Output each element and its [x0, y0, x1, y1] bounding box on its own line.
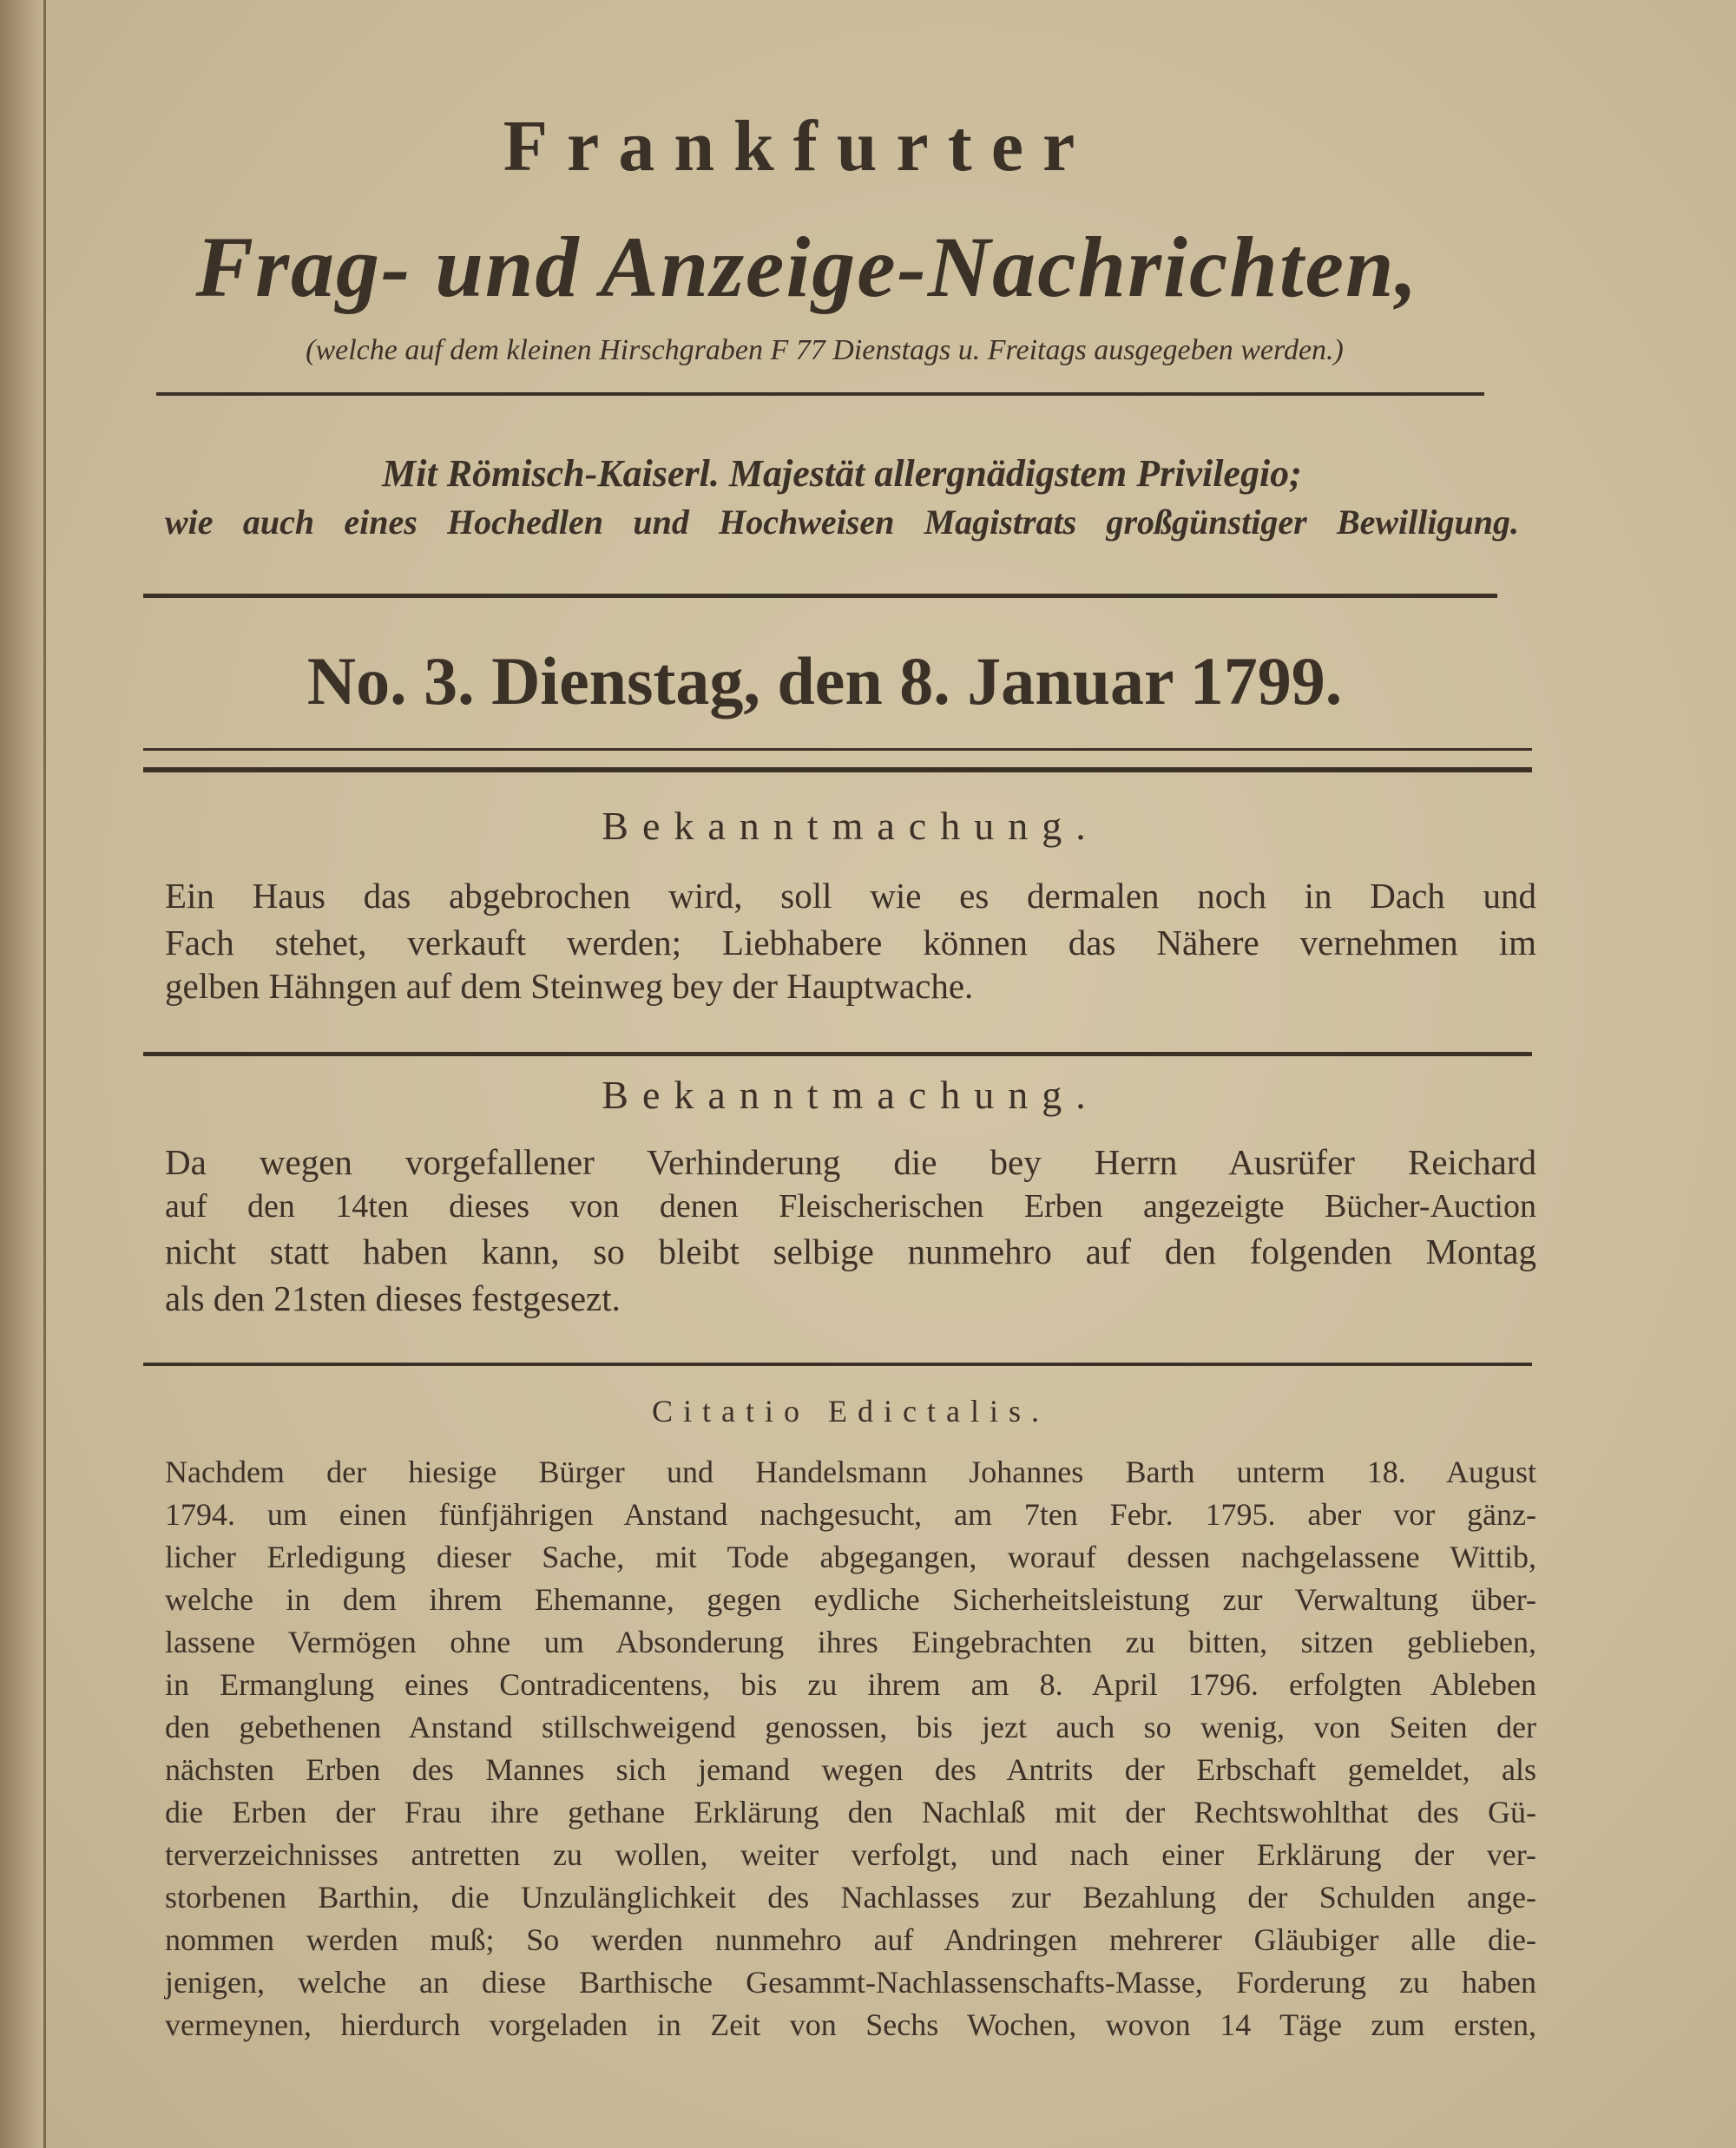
notice-heading: Citatio Edictalis.: [652, 1394, 1049, 1429]
notice-line: lassene Vermögen ohne um Absonderung ihres Eingebrachten zu bitten, sitzen geblieben,: [165, 1625, 1536, 1659]
divider: [143, 1052, 1532, 1056]
divider: [156, 392, 1484, 396]
privilege-line-2: wie auch eines Hochedlen und Hochweisen Magistrats großgünstiger Bewilligung.: [165, 503, 1519, 542]
page-fold: [43, 0, 46, 2148]
notice-line: Fach stehet, verkauft werden; Liebhabere können das Nähere vernehmen im: [165, 923, 1536, 962]
notice-line: vermeynen, hierdurch vorgeladen in Zeit von Sechs Wochen, wovon 14 Täge zum ersten,: [165, 2007, 1536, 2042]
issue-line: No. 3. Dienstag, den 8. Januar 1799.: [306, 643, 1343, 719]
masthead-title-line1: Frankfurter: [503, 106, 1095, 187]
double-rule-bottom: [143, 767, 1532, 772]
notice-line: jenigen, welche an diese Barthische Gesammt-Nachlassenschafts-Masse, Forderung zu haben: [165, 1965, 1536, 2000]
masthead-note: (welche auf dem kleinen Hirschgraben F 77 Dienstags u. Freitags ausgegeben werden.): [306, 334, 1344, 366]
notice-line: gelben Hähngen auf dem Steinweg bey der Hauptwache.: [165, 966, 974, 1006]
notice-line: Nachdem der hiesige Bürger und Handelsmann Johannes Barth unterm 18. August: [165, 1455, 1536, 1489]
notice-line: nommen werden muß; So werden nunmehro auf Andringen mehrerer Gläubiger alle die-: [165, 1922, 1536, 1957]
notice-line: den gebethenen Anstand stillschweigend genossen, bis jezt auch so wenig, von Seiten der: [165, 1710, 1536, 1744]
divider: [143, 594, 1497, 598]
notice-line: auf den 14ten dieses von denen Fleischerischen Erben angezeigte Bücher-Auction: [165, 1188, 1536, 1225]
double-rule-top: [143, 748, 1532, 751]
divider: [143, 1363, 1532, 1366]
notice-line: in Ermanglung eines Contradicentens, bis zu ihrem am 8. April 1796. erfolgten Ableben: [165, 1667, 1536, 1702]
page-gutter: [0, 0, 45, 2148]
notice-heading: Bekanntmachung.: [602, 804, 1100, 848]
notice-line: licher Erledigung dieser Sache, mit Tode abgegangen, worauf dessen nachgelassene Wittib,: [165, 1540, 1536, 1574]
notice-line: nicht statt haben kann, so bleibt selbige nunmehro auf den folgenden Montag: [165, 1232, 1536, 1271]
notice-line: Da wegen vorgefallener Verhinderung die bey Herrn Ausrüfer Reichard: [165, 1142, 1536, 1182]
notice-line: die Erben der Frau ihre gethane Erklärung den Nachlaß mit der Rechtswohlthat des Gü-: [165, 1795, 1536, 1829]
masthead-title-line2: Frag- und Anzeige-Nachrichten,: [195, 219, 1419, 315]
notice-line: 1794. um einen fünfjährigen Anstand nachgesucht, am 7ten Febr. 1795. aber vor gänz-: [165, 1497, 1536, 1532]
notice-line: welche in dem ihrem Ehemanne, gegen eydliche Sicherheitsleistung zur Verwaltung über-: [165, 1582, 1536, 1617]
notice-line: als den 21sten dieses festgesezt.: [165, 1278, 621, 1318]
notice-heading: Bekanntmachung.: [602, 1073, 1100, 1117]
notice-line: storbenen Barthin, die Unzulänglichkeit des Nachlasses zur Bezahlung der Schulden ange-: [165, 1880, 1536, 1915]
notice-line: Ein Haus das abgebrochen wird, soll wie es dermalen noch in Dach und: [165, 876, 1536, 916]
notice-line: terverzeichnisses antretten zu wollen, weiter verfolgt, und nach einer Erklärung der ver-: [165, 1837, 1536, 1872]
privilege-line-1: Mit Römisch-Kaiserl. Majestät allergnädigstem Privilegio;: [382, 452, 1302, 495]
notice-line: nächsten Erben des Mannes sich jemand wegen des Antrits der Erbschaft gemeldet, als: [165, 1752, 1536, 1787]
